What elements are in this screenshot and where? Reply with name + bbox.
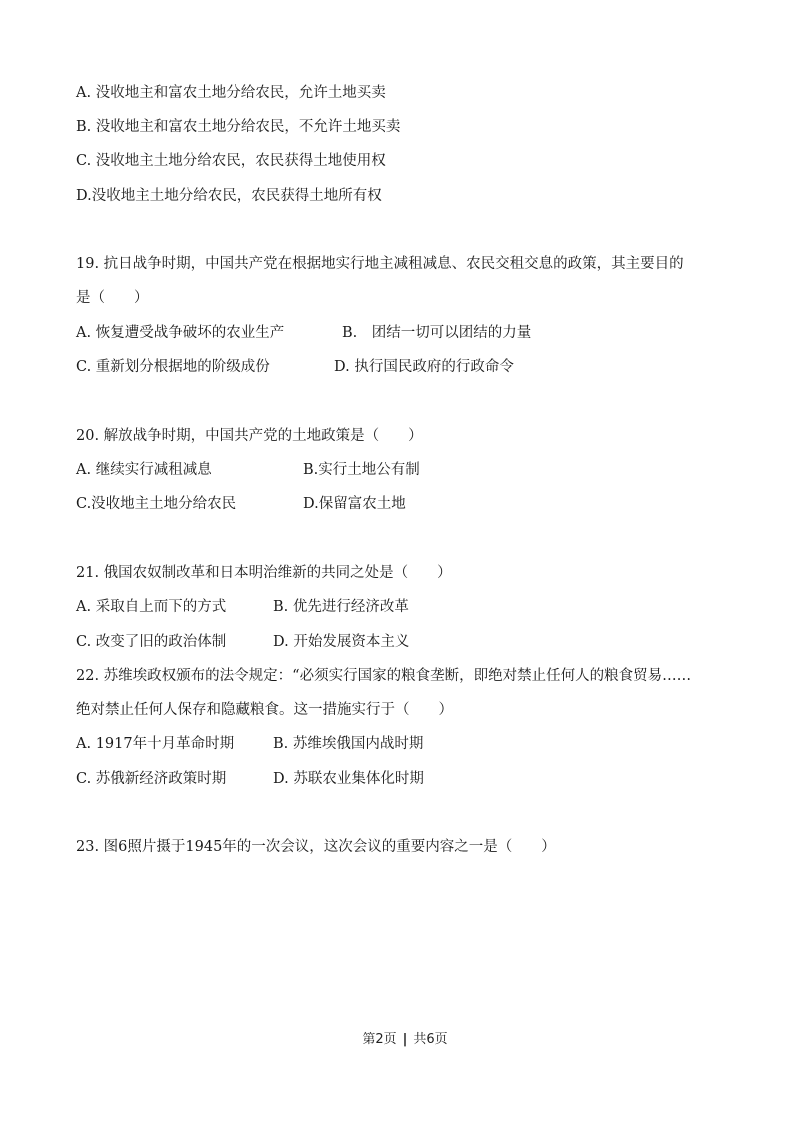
q22-option-c: C. 苏俄新经济政策时期 — [76, 771, 227, 787]
q20-option-c: C.没收地主土地分给农民 — [76, 496, 237, 512]
q18-option-a: A. 没收地主和富农土地分给农民，允许土地买卖 — [76, 85, 386, 101]
q21-option-a: A. 采取自上而下的方式 — [76, 599, 227, 615]
q23-stem: 23. 图6照片摄于1945年的一次会议，这次会议的重要内容之一是（ ） — [76, 839, 556, 855]
q20-option-a: A. 继续实行减租减息 — [76, 462, 212, 478]
footer-total-pages: 共6页 — [413, 1032, 448, 1047]
q18-option-d: D.没收地主土地分给农民，农民获得土地所有权 — [76, 188, 382, 204]
q20-option-d: D.保留富农土地 — [303, 496, 406, 512]
q21-option-c: C. 改变了旧的政治体制 — [76, 634, 227, 650]
q22-stem-line1: 22. 苏维埃政权颁布的法令规定：“必须实行国家的粮食垄断，即绝对禁止任何人的粮食贸易…… — [76, 668, 692, 684]
q21-option-d: D. 开始发展资本主义 — [273, 634, 410, 650]
q21-option-b: B. 优先进行经济改革 — [273, 599, 409, 615]
q18-option-b: B. 没收地主和富农土地分给农民，不允许土地买卖 — [76, 119, 401, 135]
q22-option-d: D. 苏联农业集体化时期 — [273, 771, 424, 787]
footer-page-number: 第2页 — [362, 1032, 397, 1047]
q18-option-c: C. 没收地主土地分给农民，农民获得土地使用权 — [76, 153, 386, 169]
q19-option-a: A. 恢复遭受战争破坏的农业生产 — [76, 325, 285, 341]
q20-stem: 20. 解放战争时期，中国共产党的土地政策是（ ） — [76, 428, 423, 444]
q19-option-b: B. 团结一切可以团结的力量 — [342, 325, 532, 341]
q19-option-d: D. 执行国民政府的行政命令 — [334, 359, 514, 375]
q22-option-b: B. 苏维埃俄国内战时期 — [273, 736, 424, 752]
q21-stem: 21. 俄国农奴制改革和日本明治维新的共同之处是（ ） — [76, 565, 452, 581]
q19-option-c: C. 重新划分根据地的阶级成份 — [76, 359, 270, 375]
footer-separator: | — [402, 1032, 408, 1047]
q22-option-a: A. 1917年十月革命时期 — [76, 736, 235, 752]
q20-option-b: B.实行土地公有制 — [303, 462, 420, 478]
q22-stem-line2: 绝对禁止任何人保存和隐藏粮食。这一措施实行于（ ） — [76, 702, 453, 718]
page-footer — [0, 1031, 810, 1049]
q19-stem-line1: 19. 抗日战争时期，中国共产党在根据地实行地主减租减息、农民交租交息的政策，其主要目的 — [76, 256, 684, 272]
q19-stem-line2: 是（ ） — [76, 290, 149, 306]
